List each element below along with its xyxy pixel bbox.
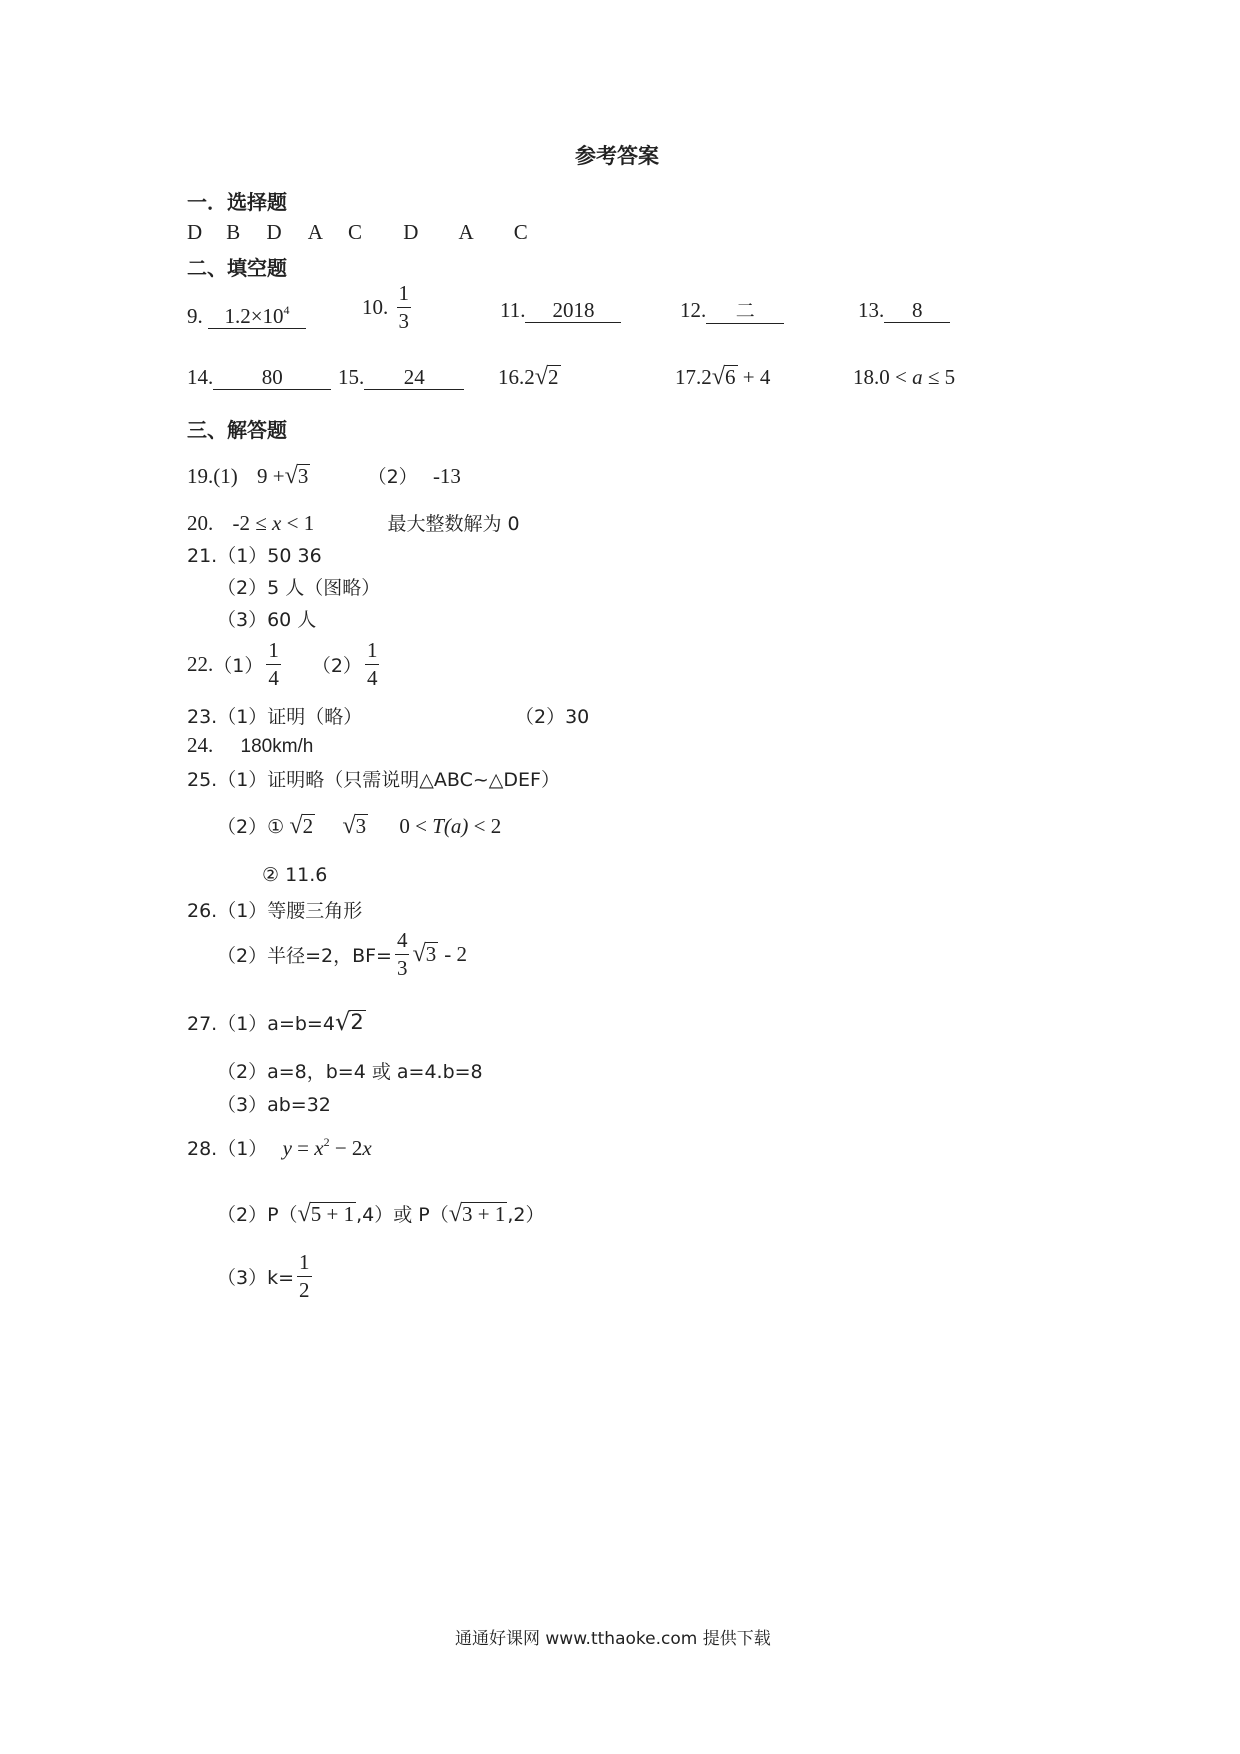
q14-answer: 80 <box>213 365 331 390</box>
solve-q23-part1: 23.（1）证明（略） <box>187 706 363 728</box>
q22-denominator-1: 4 <box>268 666 279 690</box>
q22-denominator-2: 4 <box>366 666 378 690</box>
solve-q27-line3: （3）ab=32 <box>217 1094 331 1116</box>
q19-part1-lead: 9 + <box>257 464 285 488</box>
fill-q12 <box>680 298 784 324</box>
q28-part1-lead: 28.（1） <box>187 1138 268 1160</box>
q22-number: 22. <box>187 652 214 676</box>
q22-part1-label: （1） <box>213 655 264 677</box>
q18-number: 18. <box>853 365 880 389</box>
q20-variable: x <box>272 511 282 535</box>
q17-sqrt: √ 6 <box>711 363 736 390</box>
fill-q14 <box>187 365 331 390</box>
choice-answer-8: C <box>513 220 528 244</box>
solve-q28-line3 <box>217 1252 315 1301</box>
choice-answer-7: A <box>458 220 474 244</box>
q16-sqrt: √ 2 <box>534 363 559 390</box>
q20-number: 20. <box>187 511 214 535</box>
q19-part2-answer: -13 <box>432 464 461 488</box>
q22-fraction-2 <box>365 640 380 689</box>
q28-eq-x: x <box>314 1136 324 1160</box>
solve-q21-line2: （2）5 人（图略） <box>217 577 381 599</box>
q28-sqrt-1: √ 5 + 1 <box>297 1200 355 1227</box>
q11-number: 11. <box>500 298 526 322</box>
q28-part2-end: ,2） <box>507 1204 545 1226</box>
q28-eq-sign: = <box>297 1136 309 1160</box>
q16-coefficient: 2 <box>524 365 535 389</box>
choice-answer-3: D <box>266 220 282 244</box>
solve-q28-line1 <box>187 1134 372 1161</box>
q26-sqrt: √ 3 <box>412 940 437 968</box>
q19-number: 19. <box>187 464 214 488</box>
q24-answer: 180km/h <box>240 736 314 757</box>
fill-q15 <box>338 365 464 390</box>
fill-q9 <box>187 298 306 329</box>
q22-numerator-2: 1 <box>365 640 380 665</box>
solve-q27-line2: （2）a=8，b=4 或 a=4.b=8 <box>217 1061 483 1083</box>
q13-number: 13. <box>858 298 885 322</box>
solve-q28-line2 <box>217 1200 545 1227</box>
fill-q18 <box>853 365 955 390</box>
q18-left: 0 < <box>879 365 907 389</box>
q17-number: 17. <box>675 365 702 389</box>
q26-fraction <box>395 930 410 979</box>
q16-number: 16. <box>498 365 525 389</box>
q20-note: 最大整数解为 0 <box>387 513 520 535</box>
solve-q27-line1 <box>187 1009 366 1036</box>
q19-part1-label: (1) <box>213 464 238 488</box>
q28-eq-x2: x <box>362 1136 372 1160</box>
q28-part3-lead: （3）k= <box>217 1267 295 1289</box>
q27-sqrt: √ 2 <box>334 1008 364 1036</box>
q22-fraction-1 <box>266 640 281 689</box>
q19-part2-label: （2） <box>367 466 418 488</box>
q11-answer: 2018 <box>525 298 621 323</box>
solve-q20 <box>187 509 520 536</box>
q28-fraction <box>297 1252 312 1301</box>
q28-part2-lead: （2）P（ <box>217 1204 298 1226</box>
q25-part2-label: （2）① <box>217 816 285 838</box>
q18-right: ≤ 5 <box>927 365 956 389</box>
page-title: 参考答案 <box>575 144 659 168</box>
q24-number: 24. <box>187 733 214 757</box>
q20-left: -2 ≤ <box>232 511 267 535</box>
q15-answer: 24 <box>364 365 464 390</box>
q26-tail: - 2 <box>444 942 467 966</box>
choice-answer-2: B <box>226 220 241 244</box>
q19-sqrt: √ 3 <box>284 462 309 489</box>
q15-number: 15. <box>338 365 365 389</box>
q25-ineq-right: < 2 <box>473 814 502 838</box>
q28-part2-mid: ,4）或 P（ <box>356 1204 449 1226</box>
q25-sqrt-1: √ 2 <box>289 812 314 839</box>
solve-q23-part2: （2）30 <box>515 706 590 728</box>
solve-q25-line1: 25.（1）证明略（只需说明△ABC~△DEF） <box>187 769 560 791</box>
solve-q19 <box>187 462 461 489</box>
choice-answer-4: A <box>307 220 323 244</box>
section-fill-heading: 二、填空题 <box>187 256 287 280</box>
q28-sqrt-2: √ 3 + 1 <box>448 1200 506 1227</box>
q28-eq-minus: − 2 <box>334 1136 363 1160</box>
footer-note: 通通好课网 www.tthaoke.com 提供下载 <box>455 1629 771 1649</box>
q10-number: 10. <box>362 295 389 319</box>
q22-numerator-1: 1 <box>266 640 281 665</box>
solve-q26-line1: 26.（1）等腰三角形 <box>187 900 363 922</box>
fill-q16 <box>498 365 561 390</box>
q22-part2-label: （2） <box>311 655 362 677</box>
q10-denominator: 3 <box>398 309 409 333</box>
q9-answer: $1.2\times 10^4$ <box>208 298 306 329</box>
fill-q13 <box>858 298 950 323</box>
q9-number: 9. <box>187 304 203 328</box>
solve-q26-line2 <box>217 930 467 979</box>
solve-q21-line3: （3）60 人 <box>217 609 317 631</box>
choice-answers <box>187 220 528 245</box>
q26-denominator: 3 <box>396 956 408 980</box>
q17-coefficient: 2 <box>701 365 712 389</box>
q26-numerator: 4 <box>395 930 410 955</box>
choice-answer-1: D <box>187 220 203 244</box>
solve-q24 <box>187 733 313 758</box>
solve-q25-line3: ② 11.6 <box>262 864 328 886</box>
q13-answer: 8 <box>884 298 950 323</box>
q10-fraction <box>397 283 412 332</box>
q25-sqrt-2: √ 3 <box>342 812 367 839</box>
q18-variable: a <box>912 365 923 389</box>
q27-part1-lead: 27.（1）a=b=4 <box>187 1013 335 1035</box>
q12-answer: 二 <box>706 299 784 324</box>
q26-part2-lead: （2）半径=2，BF= <box>217 945 392 967</box>
q17-tail: + 4 <box>742 365 771 389</box>
q28-eq-exponent: 2 <box>323 1135 330 1149</box>
solve-q22 <box>187 640 382 689</box>
q14-number: 14. <box>187 365 214 389</box>
q28-denominator: 2 <box>299 1278 310 1302</box>
choice-answer-6: D <box>403 220 419 244</box>
fill-q10 <box>362 283 414 332</box>
q10-numerator: 1 <box>397 283 412 308</box>
q28-eq-y: y <box>282 1136 292 1160</box>
choice-answer-5: C <box>348 220 363 244</box>
q20-right: < 1 <box>286 511 315 535</box>
q25-ineq-left: 0 < <box>399 814 427 838</box>
q28-numerator: 1 <box>297 1252 312 1277</box>
fill-q11 <box>500 298 621 323</box>
fill-q17 <box>675 365 770 390</box>
section-choice-heading: 一．选择题 <box>187 190 287 214</box>
q12-number: 12. <box>680 298 707 322</box>
q25-ineq-variable: T(a) <box>432 814 469 838</box>
section-solve-heading: 三、解答题 <box>187 418 287 442</box>
solve-q25-line2 <box>217 812 501 839</box>
solve-q21-line1: 21.（1）50 36 <box>187 545 322 567</box>
